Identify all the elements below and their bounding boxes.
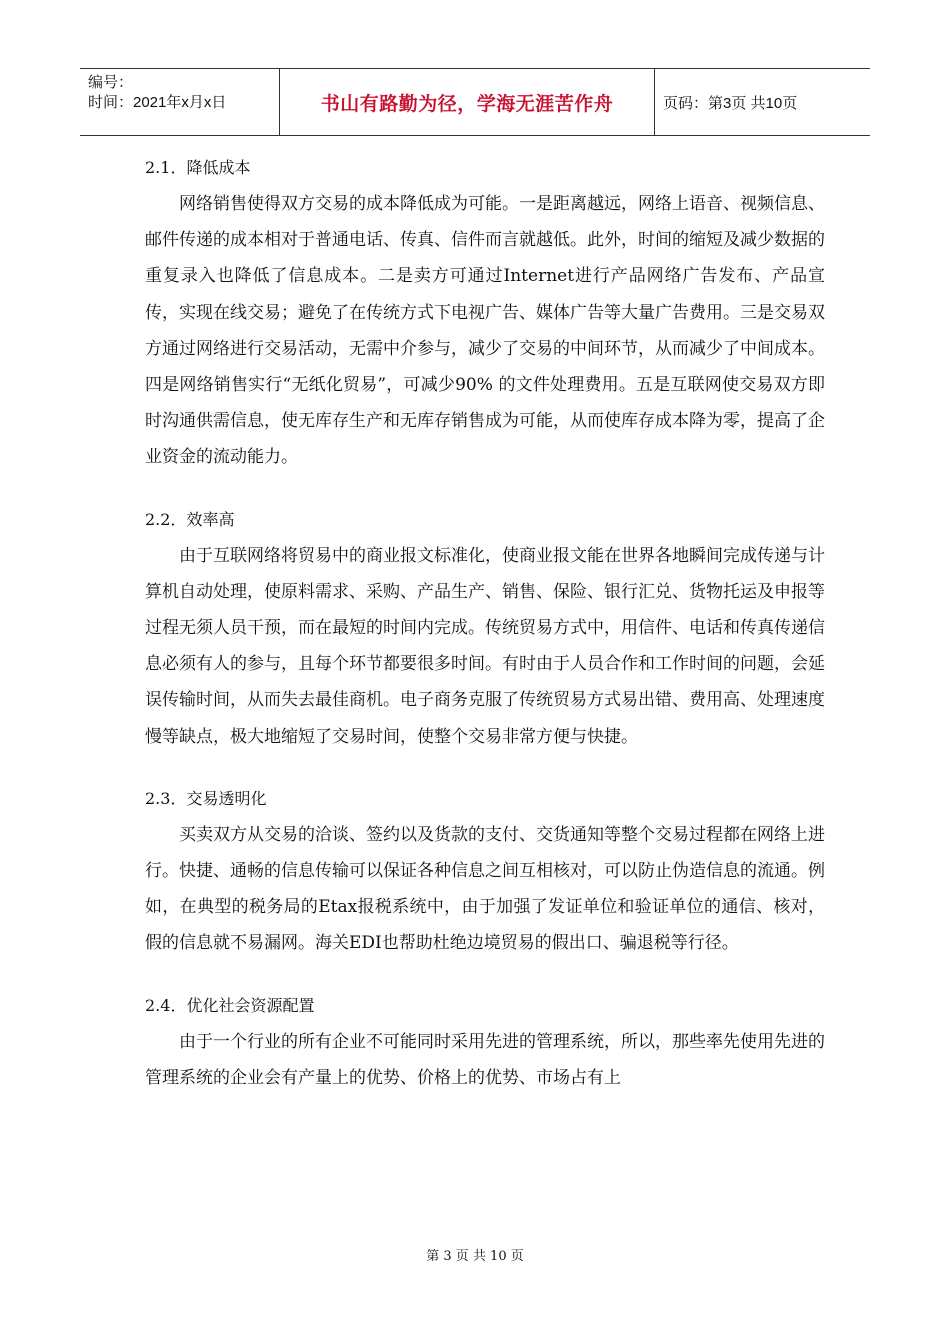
section-paragraph: 买卖双方从交易的洽谈、签约以及货款的支付、交货通知等整个交易过程都在网络上进行。快捷、通畅的信息传输可以保证各种信息之间互相核对，可以防止伪造信息的流通。例如，在典型的税务局的Etax报税系统中，由于加强了发证单位和验证单位的通信、核对，假的信息就不易漏网。海关EDI也帮助杜绝边境贸易的假出口、骗退税等行径。 [145,824,825,954]
section-high-efficiency [145,502,825,755]
section-paragraph: 网络销售使得双方交易的成本降低成为可能。一是距离越远，网络上语音、视频信息、邮件传递的成本相对于普通电话、传真、信件而言就越低。此外，时间的缩短及减少数据的重复录入也降低了信息成本。二是卖方可通过Internet进行产品网络广告发布、产品宣传，实现在线交易；避免了在传统方式下电视广告、媒体广告等大量广告费用。三是交易双方通过网络进行交易活动，无需中介参与，减少了交易的中间环节，从而减少了中间成本。四是网络销售实行“无纸化贸易”，可减少90% 的文件处理费用。五是互联网使交易双方即时沟通供需信息，使无库存生产和无库存销售成为可能，从而使库存成本降为零，提高了企业资金的流动能力。 [145,194,825,468]
document-time-label: 时间：2021年x月x日 [88,94,227,111]
header-page-number: 页码：第3页 共10页 [663,94,798,112]
section-title: 2.2．效率高 [145,509,235,529]
section-paragraph: 由于互联网络将贸易中的商业报文标准化，使商业报文能在世界各地瞬间完成传递与计算机自动处理，使原料需求、采购、产品生产、销售、保险、银行汇兑、货物托运及申报等过程无须人员干预，而在最短的时间内完成。传统贸易方式中，用信件、电话和传真传递信息必须有人的参与，且每个环节都要很多时间。有时由于人员合作和工作时间的问题，会延误传输时间，从而失去最佳商机。电子商务克服了传统贸易方式易出错、费用高、处理速度慢等缺点，极大地缩短了交易时间，使整个交易非常方便与快捷。 [145,545,825,747]
section-title: 2.3．交易透明化 [145,788,267,808]
page-footer: 第 3 页 共 10 页 [426,1249,524,1264]
section-transparency [145,781,825,962]
header-motto: 书山有路勤为径，学海无涯苦作舟 [280,69,655,135]
document-body [145,150,825,1122]
document-number-label: 编号： [88,74,134,91]
section-reduce-cost [145,150,825,476]
section-title: 2.4．优化社会资源配置 [145,995,315,1015]
section-title: 2.1．降低成本 [145,158,251,177]
header-meta [80,69,280,135]
section-resource-allocation [145,988,825,1096]
section-paragraph: 由于一个行业的所有企业不可能同时采用先进的管理系统，所以，那些率先使用先进的管理系统的企业会有产量上的优势、价格上的优势、市场占有上 [145,1031,825,1088]
page-header [80,68,870,136]
